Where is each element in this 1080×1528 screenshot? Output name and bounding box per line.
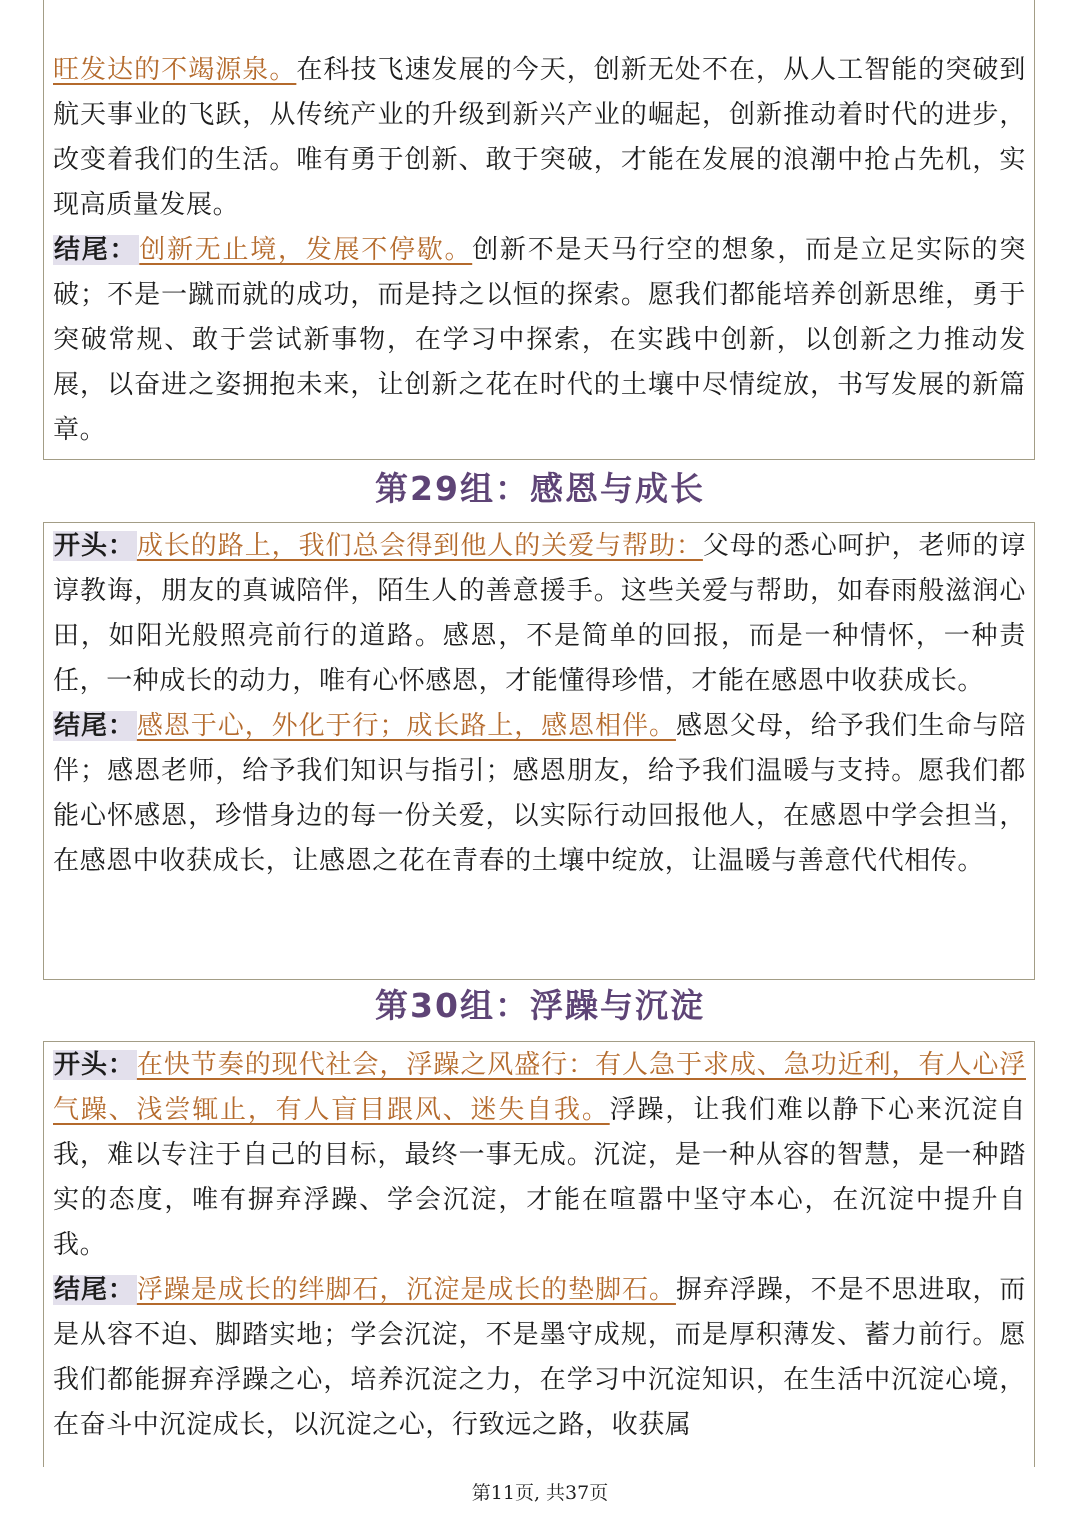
group30-opening-paragraph bbox=[53, 1043, 1026, 1268]
group28-continuation-paragraph bbox=[53, 48, 1026, 228]
group29-ending-text: 感恩父母，给予我们生命与陪伴；感恩老师，给予我们知识与指引；感恩朋友，给予我们温暖与支持。愿我们都能心怀感恩，珍惜身边的每一份关爱，以实际行动回报他人，在感恩中学会担当，在感恩中收获成长，让感恩之花在青春的土壤中绽放，让温暖与善意代代相传。 bbox=[53, 711, 1026, 876]
group29-opening-paragraph bbox=[53, 524, 1026, 704]
group29-opening-text: 父母的悉心呵护，老师的谆谆教诲，朋友的真诚陪伴，陌生人的善意援手。这些关爱与帮助，如春雨般滋润心田，如阳光般照亮前行的道路。感恩，不是简单的回报，而是一种情怀，一种责任，一种成长的动力，唯有心怀感恩，才能懂得珍惜，才能在感恩中收获成长。 bbox=[53, 531, 1026, 696]
group28-box bbox=[43, 0, 1035, 460]
group30-opening-text: 浮躁，让我们难以静下心来沉淀自我，难以专注于自己的目标，最终一事无成。沉淀，是一种从容的智慧，是一种踏实的态度，唯有摒弃浮躁、学会沉淀，才能在喧嚣中坚守本心，在沉淀中提升自我。 bbox=[53, 1095, 1026, 1260]
group30-box bbox=[43, 1041, 1035, 1467]
group28-ending-label: 结尾： bbox=[54, 235, 138, 265]
group29-box bbox=[43, 522, 1035, 980]
group30-ending-text: 摒弃浮躁，不是不思进取，而是从容不迫、脚踏实地；学会沉淀，不是墨守成规，而是厚积薄发、蓄力前行。愿我们都能摒弃浮躁之心，培养沉淀之力，在学习中沉淀知识，在生活中沉淀心境，在奋斗中沉淀成长，以沉淀之心，行致远之路，收获属 bbox=[53, 1275, 1026, 1440]
group30-ending-highlight: 浮躁是成长的绊脚石，沉淀是成长的垫脚石。 bbox=[136, 1275, 676, 1305]
group29-ending-highlight: 感恩于心，外化于行；成长路上，感恩相伴。 bbox=[136, 711, 676, 741]
group28-ending-highlight: 创新无止境，发展不停歇。 bbox=[139, 235, 473, 265]
page-number: 第11页, 共37页 bbox=[471, 1482, 609, 1504]
group30-ending-paragraph bbox=[53, 1268, 1026, 1448]
group28-continuation-highlight: 旺发达的不竭源泉。 bbox=[53, 55, 297, 85]
group30-opening-label: 开头： bbox=[54, 1050, 135, 1080]
group29-opening-highlight: 成长的路上，我们总会得到他人的关爱与帮助： bbox=[136, 531, 703, 561]
group29-ending-paragraph bbox=[53, 704, 1026, 884]
group28-ending-text: 创新不是天马行空的想象，而是立足实际的突破；不是一蹴而就的成功，而是持之以恒的探索。愿我们都能培养创新思维，勇于突破常规、敢于尝试新事物，在学习中探索，在实践中创新，以创新之力推动发展，以奋进之姿拥抱未来，让创新之花在时代的土壤中尽情绽放，书写发展的新篇章。 bbox=[53, 235, 1026, 445]
group28-continuation-text: 在科技飞速发展的今天，创新无处不在，从人工智能的突破到航天事业的飞跃，从传统产业的升级到新兴产业的崛起，创新推动着时代的进步，改变着我们的生活。唯有勇于创新、敢于突破，才能在发展的浪潮中抢占先机，实现高质量发展。 bbox=[53, 55, 1026, 220]
group30-ending-label: 结尾： bbox=[54, 1275, 135, 1305]
group29-title: 第29组：感恩与成长 bbox=[375, 469, 705, 508]
group30-title: 第30组：浮躁与沉淀 bbox=[375, 986, 705, 1025]
group28-ending-paragraph bbox=[53, 228, 1026, 453]
group30-opening-highlight: 在快节奏的现代社会，浮躁之风盛行：有人急于求成、急功近利，有人心浮气躁、浅尝辄止，有人盲目跟风、迷失自我。 bbox=[53, 1050, 1026, 1125]
group29-ending-label: 结尾： bbox=[54, 711, 135, 741]
group29-opening-label: 开头： bbox=[54, 531, 135, 561]
